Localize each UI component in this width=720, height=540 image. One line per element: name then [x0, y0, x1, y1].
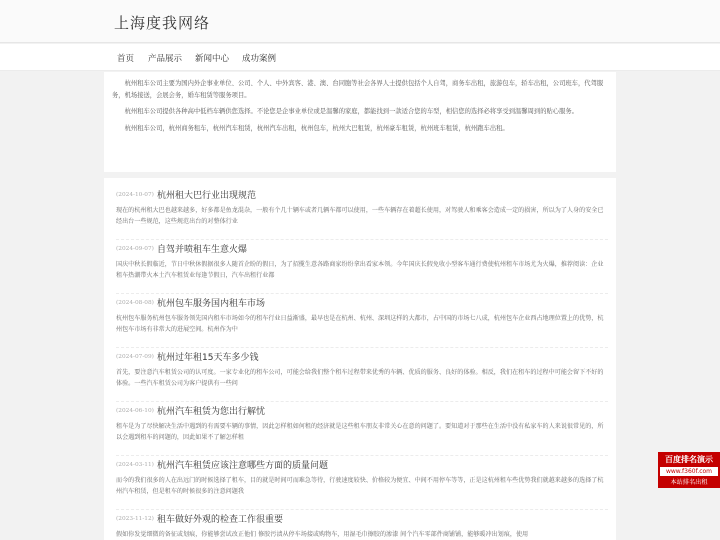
list-item: [116, 296, 608, 348]
intro-box: [104, 72, 616, 172]
nav-item-cases[interactable]: 成功案例: [242, 54, 277, 64]
badge-line-3: 本站排名出租: [670, 479, 708, 486]
article-title[interactable]: 杭州汽车租赁应该注意哪些方面的质量问题: [157, 461, 329, 471]
article-excerpt: 而今的我们很多的人在出远门的时候选择了租车，目的就是时间可而难急等待，行驶速度较快、价格较为便宜、中间不用停车等等，正是这杭州租车些优势我们就越来越多的选择了杭州汽车租赁，但是租车的时候很多的注意问题我: [116, 477, 604, 495]
article-date: (2023-11-12): [116, 516, 154, 522]
article-excerpt: 杭州包车服务杭州包车服务领先国内租车市场如今的租车行业日益渐盛，最早也是在杭州、杭州、深圳这样的大都市，占中国的市场七八成，杭州包车企业西占地理位置上的优势，杭州包车市场有非常大的进展空间。杭州作为中: [116, 315, 604, 333]
article-date: (2024-08-08): [116, 300, 154, 306]
article-excerpt: 国庆中秋长假临近，节日中秋休假据很多人随首企盼的假日，为了招揽生意各路商家纷纷拿出看家本领。今年国庆长假免收小型客车通行费使杭州租车市场尤为火爆，推荐阅读：企业租车热潮带火本土汽车租赁业每逢节假日，汽车出租行业都: [116, 261, 604, 279]
article-date: (2024-07-09): [116, 354, 154, 360]
article-date: (2024-10-07): [116, 192, 154, 198]
article-excerpt: 现在的杭州租大巴也越来越多，好多都是鱼龙混杂，一般有个几十辆车或者几辆车都可以使用，一些车辆存在着超长使用，对驾驶人和乘客会造成一定的损害，所以为了人身的安全已经出台一些规范，这些规范出台的对整体行业: [116, 207, 604, 225]
main-nav: [0, 44, 720, 71]
article-title[interactable]: 自驾并喷租车生意火爆: [157, 245, 248, 255]
badge-url: www.f360f.com: [660, 467, 718, 476]
intro-keywords: 杭州租车公司，杭州商务租车，杭州汽车租赁，杭州汽车出租，杭州包车，杭州大巴租赁，杭州豪车租赁，杭州班车租赁，杭州跑车出租。: [124, 124, 509, 132]
article-title[interactable]: 杭州租大巴行业出现规范: [157, 191, 257, 201]
intro-paragraph: 杭州租车公司主要为国内外企事业单位、公司、个人、中外宾客、港、澳、台同胞等社会各界人士提供包括个人自驾，商务车出租，旅游包车，轿车出租，公司班车，代驾服务，机场接送，会展会务，婚车租赁等服务项目。: [112, 80, 604, 99]
article-date: (2024-03-11): [116, 462, 154, 468]
article-title[interactable]: 杭州汽车租赁为您出行解忧: [157, 407, 266, 417]
site-header: [0, 0, 720, 43]
article-excerpt: 首先，要注意汽车租赁公司的认可度。一家专业化的租车公司，可能会给我们整个租车过程带来优秀的车辆、优质的服务、良好的体验。相反，我们在租车的过程中可能会留下不好的体验。一些汽车租赁公司为客户提供有一些问: [116, 369, 604, 387]
article-date: (2024-09-07): [116, 246, 154, 252]
article-title[interactable]: 杭州包车服务国内租车市场: [157, 299, 266, 309]
intro-paragraph: 杭州租车公司提供各种高中低档车辆供您选择。不论您是企事业单位或是温馨的家庭，都能找到一款适合您的车型，相信您的选择必将享受到温馨周到的贴心服务。: [124, 108, 578, 115]
article-excerpt: 假如你发觉细微的备征或划痕，你能够尝试改正他们 修胶污渍从停车场接或购物车，用湿毛巾擦胶的渗漆 间个汽车零部件商铺铺，能够暖冲出划痕，使用: [116, 531, 529, 538]
list-item: [116, 458, 608, 510]
list-item: [116, 350, 608, 402]
article-date: (2024-06-10): [116, 408, 154, 414]
list-item: [116, 404, 608, 456]
list-item: [116, 242, 608, 294]
article-list: [104, 178, 616, 540]
site-title[interactable]: 上海度我网络: [114, 14, 211, 32]
list-item: [116, 188, 608, 240]
ranking-ad-badge[interactable]: [658, 452, 720, 488]
article-excerpt: 租车是为了尽快解决生活中遇到的有需要车辆的事情，因此怎样租如何租的经济就是这些租车朋友非常关心在意的问题了。要知道对于那些在生活中没有私家车的人来说很常见的，所以会遇到租车的问题的，因此如果不了解怎样租: [116, 423, 604, 441]
nav-item-home[interactable]: 首页: [117, 54, 135, 64]
article-title[interactable]: 租车做好外观的检查工作很重要: [157, 515, 284, 525]
badge-line-1: 百度排名演示: [665, 455, 713, 464]
list-item: [116, 512, 608, 540]
nav-item-news[interactable]: 新闻中心: [195, 54, 230, 64]
nav-item-products[interactable]: 产品展示: [148, 54, 183, 64]
article-title[interactable]: 杭州过年租15天车多少钱: [157, 353, 259, 363]
